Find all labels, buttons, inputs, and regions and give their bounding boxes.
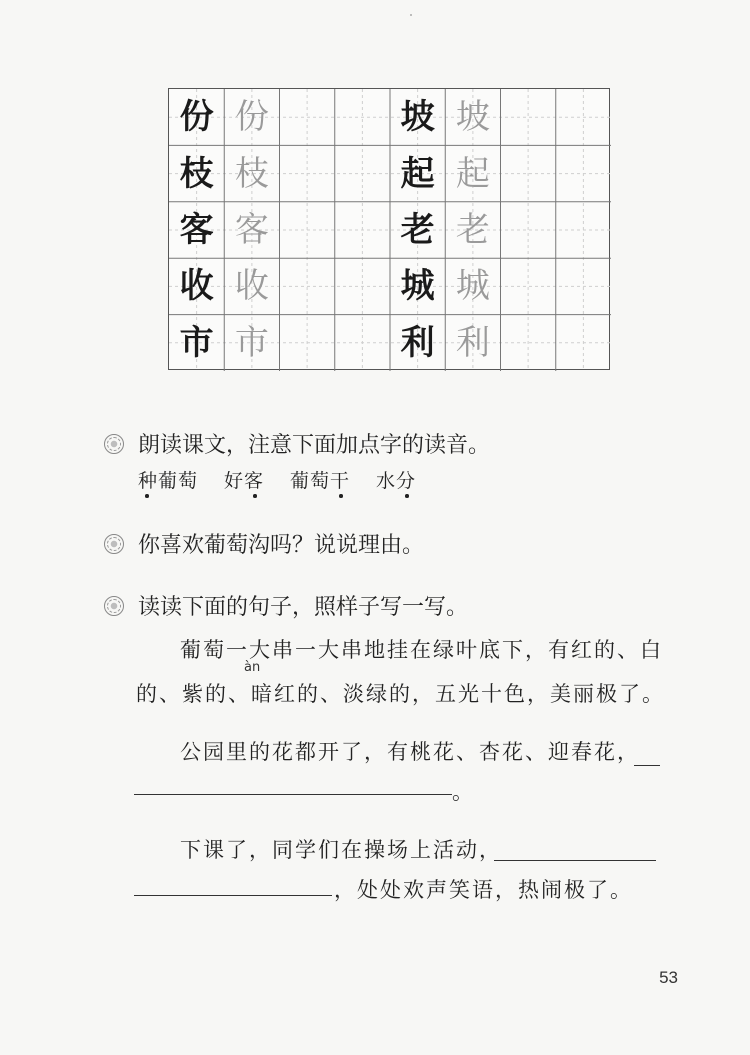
exercise-1-end: 。 xyxy=(452,780,475,804)
question-1-text: 朗读课文，注意下面加点字的读音。 xyxy=(138,433,491,458)
word-list xyxy=(138,466,416,493)
trace-character: 客 xyxy=(234,209,269,250)
model-character: 城 xyxy=(400,266,435,307)
emphasis-dot xyxy=(405,494,409,498)
example-line-1: 葡萄一大串一大串地挂在绿叶底下，有红的、白 xyxy=(180,638,663,662)
trace-character: 利 xyxy=(455,322,490,363)
page-number: 53 xyxy=(659,968,678,987)
word-item: 好客 xyxy=(224,466,264,493)
word-item: 水分 xyxy=(376,466,416,493)
trace-character: 老 xyxy=(455,209,490,250)
answer-blank[interactable] xyxy=(134,895,332,896)
question-bullet-icon xyxy=(104,534,124,554)
example-line-2: 的、紫的、暗红的、淡绿的，五光十色，美丽极了。 xyxy=(136,682,665,706)
model-character: 市 xyxy=(179,322,214,363)
model-character: 枝 xyxy=(179,153,214,194)
exercise-2-end: ，处处欢声笑语，热闹极了。 xyxy=(334,878,633,902)
trace-character: 收 xyxy=(234,266,269,307)
trace-character: 份 xyxy=(234,97,269,138)
question-2-text: 你喜欢葡萄沟吗？说说理由。 xyxy=(138,533,425,558)
exercise-2-text: 下课了，同学们在操场上活动， xyxy=(180,838,502,862)
model-character: 起 xyxy=(400,153,435,194)
question-bullet-icon xyxy=(104,596,124,616)
model-character: 份 xyxy=(179,97,214,138)
emphasis-dot xyxy=(145,494,149,498)
model-character: 坡 xyxy=(400,97,435,138)
emphasis-dot xyxy=(253,494,257,498)
model-character: 客 xyxy=(179,209,214,250)
exercise-1-text: 公园里的花都开了，有桃花、杏花、迎春花， xyxy=(180,740,640,764)
question-1 xyxy=(104,428,490,459)
answer-blank[interactable] xyxy=(134,794,452,795)
trace-character: 枝 xyxy=(234,153,269,194)
page-speck xyxy=(410,14,412,16)
question-3 xyxy=(104,590,468,621)
model-character: 收 xyxy=(179,266,214,307)
trace-character: 坡 xyxy=(455,97,490,138)
model-character: 老 xyxy=(400,209,435,250)
word-item: 葡萄干 xyxy=(290,466,350,493)
question-2 xyxy=(104,528,424,559)
answer-blank[interactable] xyxy=(634,765,660,766)
model-character: 利 xyxy=(400,322,435,363)
question-bullet-icon xyxy=(104,434,124,454)
trace-character: 城 xyxy=(455,266,490,307)
trace-character: 市 xyxy=(234,322,269,363)
emphasis-dot xyxy=(339,494,343,498)
answer-blank[interactable] xyxy=(494,860,656,861)
word-item: 种葡萄 xyxy=(138,466,198,493)
writing-grid xyxy=(168,88,610,370)
trace-character: 起 xyxy=(455,153,490,194)
pinyin-annotation: àn xyxy=(244,660,261,675)
question-3-text: 读读下面的句子，照样子写一写。 xyxy=(138,595,469,620)
